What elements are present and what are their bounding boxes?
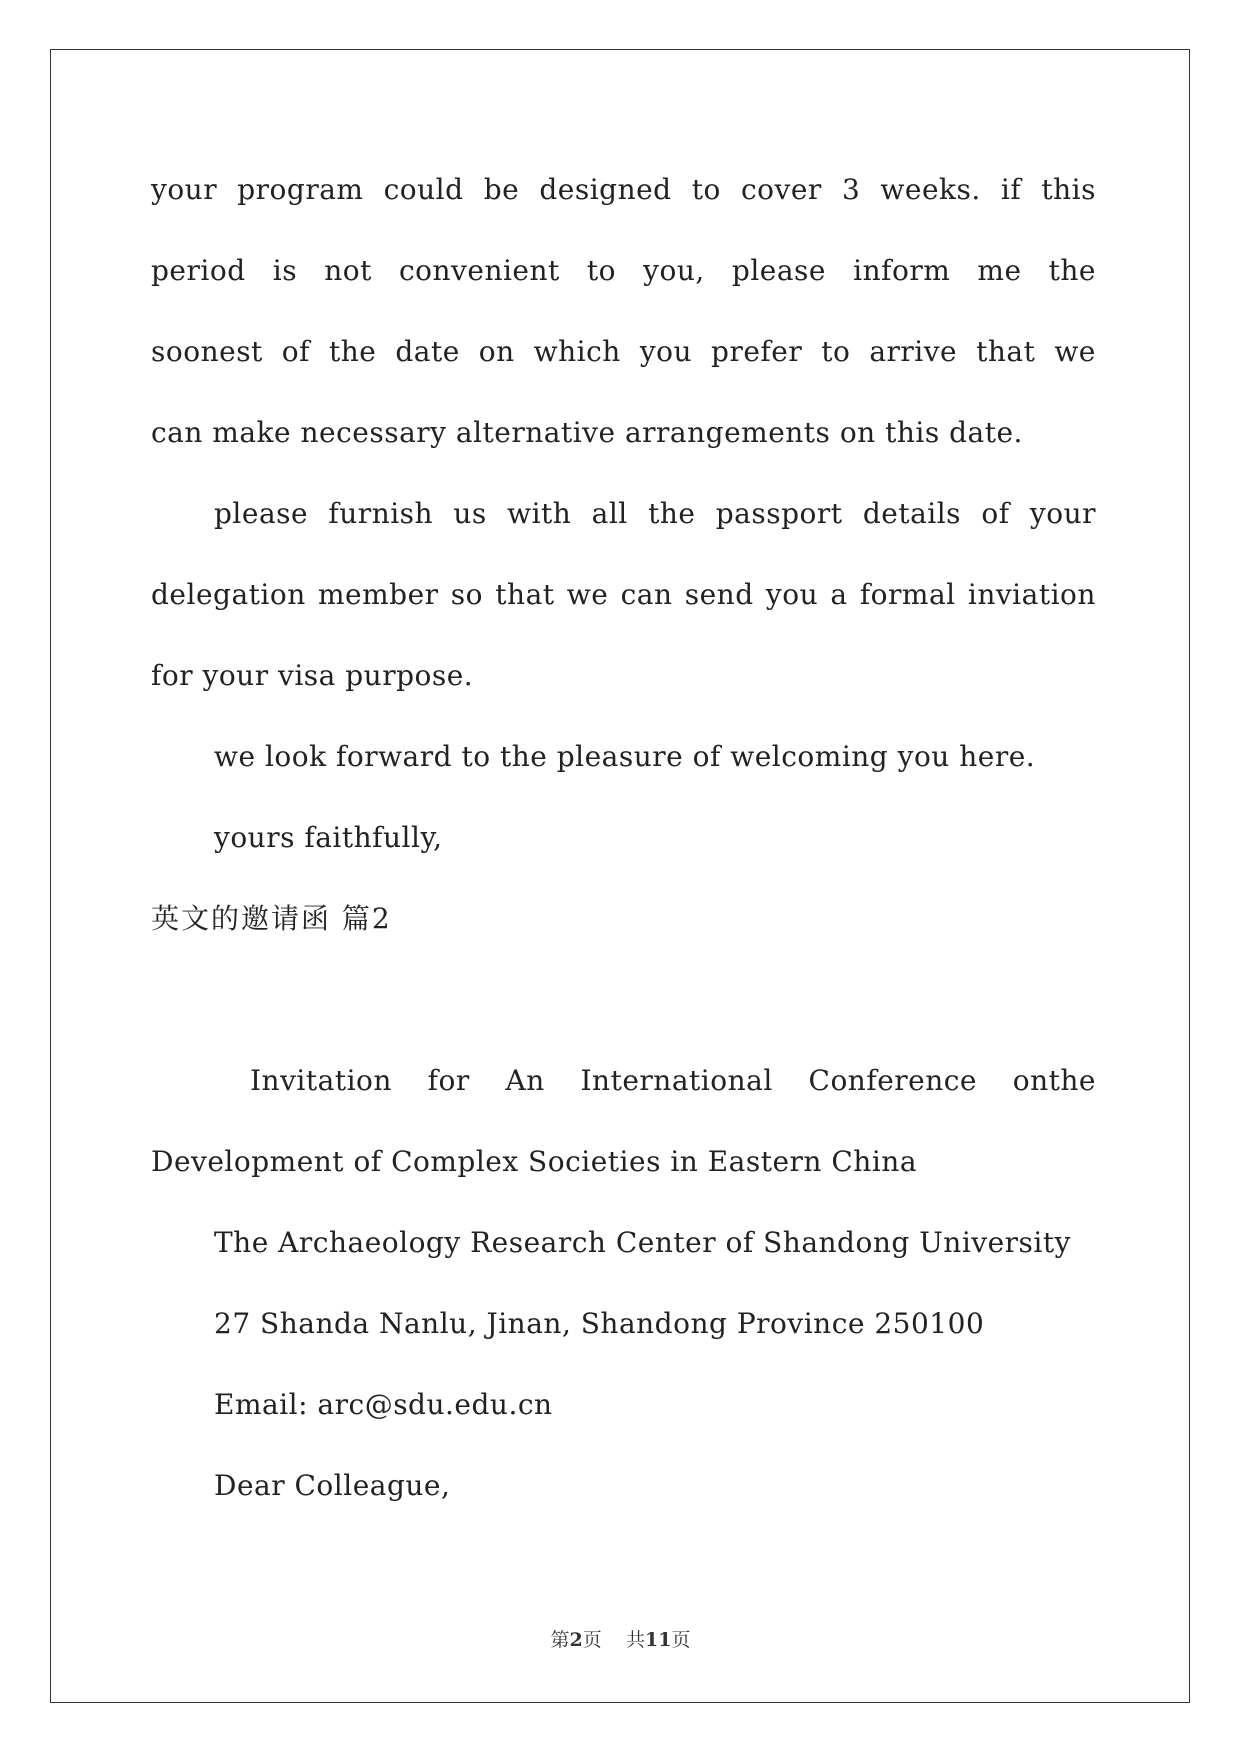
word: that [976,335,1036,368]
word: convenient [398,254,560,287]
word: is [272,254,298,287]
word: this [1041,173,1096,206]
paragraph1-line3 [151,332,1096,372]
word: not [324,254,372,287]
invitation-title-line1 [250,1061,1096,1101]
word: of [281,335,311,368]
footer-total-pages: 11 [644,1629,672,1651]
salutation: Dear Colleague, [214,1469,451,1502]
word: inform [853,254,951,287]
word: to [691,173,721,206]
word: for [427,1064,470,1097]
word: that [495,578,555,611]
word: delegation [151,578,306,611]
word: Conference [808,1064,978,1097]
word: your [1029,497,1096,530]
word: passport [715,497,843,530]
invitation-title-line2: Development of Complex Societies in Eastern China [151,1145,918,1178]
word: we [566,578,609,611]
word: An [505,1064,545,1097]
footer-current-page: 2 [569,1629,583,1651]
word: me [977,254,1022,287]
word: furnish [328,497,434,530]
word: we [1054,335,1096,368]
word: member [317,578,439,611]
word: onthe [1012,1064,1096,1097]
section-heading: 英文的邀请函 篇2 [151,902,392,935]
word: to [586,254,617,287]
footer-prefix: 第 [550,1629,570,1651]
word: please [731,254,826,287]
word: can [620,578,673,611]
word: the [1048,254,1096,287]
word: of [981,497,1010,530]
word: could [383,173,464,206]
word: to [821,335,851,368]
word: which [533,335,621,368]
word: program [237,173,364,206]
paragraph2-line3: for your visa purpose. [151,659,474,692]
page-footer [0,1628,1241,1652]
word: you [639,335,693,368]
word: inviation [967,578,1096,611]
word: prefer [711,335,803,368]
word: you, [643,254,705,287]
word: all [591,497,628,530]
word: the [648,497,696,530]
word: your [151,173,218,206]
paragraph2-line1 [214,494,1096,534]
footer-total-suffix: 页 [671,1629,691,1651]
word: Invitation [250,1064,392,1097]
word: a [830,578,848,611]
word: weeks. [880,173,981,206]
word: be [483,173,520,206]
footer-page-word: 页 [582,1629,602,1651]
paragraph1-line1 [151,170,1096,210]
word: if [1000,173,1022,206]
organizer: The Archaeology Research Center of Shandong University [214,1226,1071,1259]
word: us [453,497,487,530]
word: please [214,497,309,530]
word: with [507,497,572,530]
word: arrive [869,335,958,368]
word: on [478,335,515,368]
word: period [151,254,246,287]
address: 27 Shanda Nanlu, Jinan, Shandong Province 250100 [214,1307,985,1340]
word: formal [859,578,956,611]
word: details [862,497,962,530]
word: you [765,578,819,611]
footer-total-prefix: 共 [625,1629,645,1651]
word: designed [539,173,672,206]
paragraph2-line2 [151,575,1096,615]
word: the [329,335,377,368]
word: send [684,578,754,611]
word: so [450,578,484,611]
paragraph1-line2 [151,251,1096,291]
closing-line: we look forward to the pleasure of welcoming you here. [214,740,1036,773]
word: date [395,335,460,368]
email: Email: arc@sdu.edu.cn [214,1388,553,1421]
paragraph1-line4: can make necessary alternative arrangements on this date. [151,416,1023,449]
word: cover [741,173,822,206]
sign-off: yours faithfully, [214,821,443,854]
word: International [580,1064,773,1097]
word: 3 [841,173,861,206]
page-border [50,49,1190,1703]
word: soonest [151,335,263,368]
